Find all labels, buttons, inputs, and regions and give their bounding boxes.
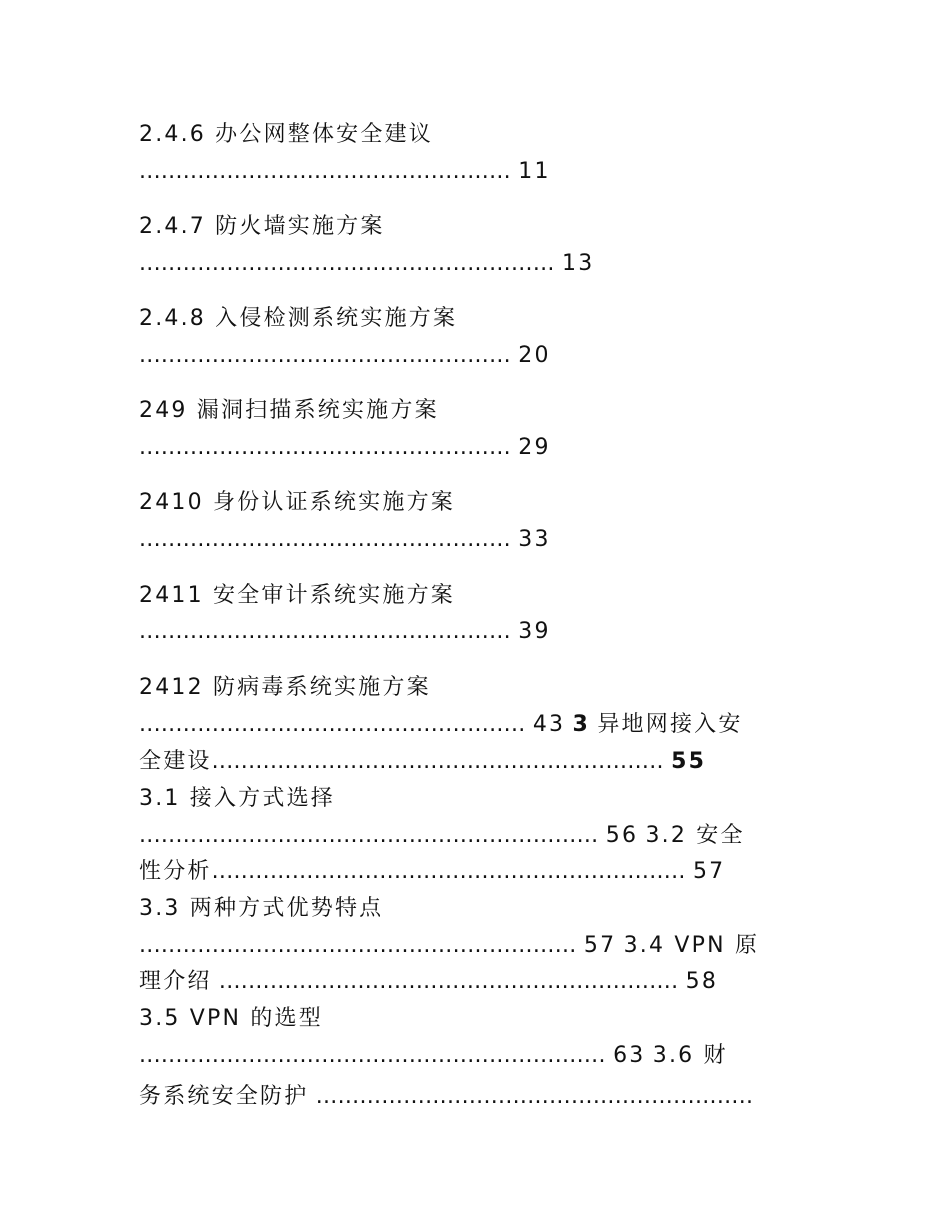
toc-leader-line xyxy=(139,158,551,186)
toc-leader-dots: ..................................................... xyxy=(139,712,526,737)
toc-leader-line xyxy=(139,618,551,646)
toc-leader-line xyxy=(139,822,745,850)
toc-page-number: 11 xyxy=(518,159,551,184)
toc-leader-line xyxy=(139,932,759,960)
toc-page-number: 57 xyxy=(692,859,726,884)
toc-leader-dots: ................................................... xyxy=(139,159,511,184)
toc-page-number: 29 xyxy=(518,435,551,460)
toc-entry-title[interactable]: 2.4.7 防火墙实施方案 xyxy=(139,214,385,239)
section-title-part[interactable]: 异地网接入安 xyxy=(597,712,743,737)
toc-page-number: 56 xyxy=(605,823,639,848)
toc-leader-line xyxy=(139,1042,728,1070)
toc-entry-title-part[interactable]: 3.6 财 xyxy=(652,1043,728,1068)
toc-leader-line xyxy=(139,250,594,278)
toc-leader-line xyxy=(139,342,551,370)
toc-leader-dots: ............................................................ xyxy=(315,1084,754,1109)
toc-entry-title[interactable]: 3.1 接入方式选择 xyxy=(139,786,335,811)
toc-leader-dots: ............................................................... xyxy=(139,823,599,848)
toc-leader-dots: ............................................................ xyxy=(139,933,577,958)
toc-leader-line xyxy=(139,748,706,776)
toc-leader-dots: ................................................... xyxy=(139,619,511,644)
toc-page-number: 20 xyxy=(518,343,551,368)
section-number: 3 xyxy=(572,712,591,737)
toc-entry-title[interactable]: 2412 防病毒系统实施方案 xyxy=(139,675,431,700)
toc-entry-title[interactable]: 2411 安全审计系统实施方案 xyxy=(139,583,455,608)
toc-leader-line xyxy=(139,526,551,554)
toc-leader-line xyxy=(139,1083,753,1111)
toc-page-number: 63 xyxy=(613,1043,646,1068)
toc-page-number: 43 xyxy=(532,712,566,737)
toc-entry-title[interactable]: 249 漏洞扫描系统实施方案 xyxy=(139,398,439,423)
toc-leader-dots: .............................................................. xyxy=(211,749,664,774)
toc-entry-title-part[interactable]: 务系统安全防护 xyxy=(139,1084,309,1109)
toc-leader-dots: ................................................... xyxy=(139,343,511,368)
toc-leader-line xyxy=(139,858,725,886)
toc-entry-title-part[interactable]: 理介绍 xyxy=(139,969,212,994)
toc-page-number: 33 xyxy=(518,527,551,552)
toc-entry-title-part[interactable]: 性分析 xyxy=(139,859,212,884)
toc-page-number: 58 xyxy=(685,969,719,994)
section-title-part[interactable]: 全建设 xyxy=(139,749,212,774)
toc-entry-title[interactable]: 3.5 VPN 的选型 xyxy=(139,1006,323,1031)
toc-leader-line xyxy=(139,711,743,739)
toc-leader-dots: ......................................................... xyxy=(139,251,555,276)
toc-entry-title-part[interactable]: 3.4 VPN 原 xyxy=(623,933,760,958)
toc-leader-line xyxy=(139,434,551,462)
toc-page-number: 57 xyxy=(583,933,617,958)
toc-leader-dots: ................................................................ xyxy=(139,1043,606,1068)
toc-entry-title[interactable]: 2.4.8 入侵检测系统实施方案 xyxy=(139,306,458,331)
toc-entry-title[interactable]: 2410 身份认证系统实施方案 xyxy=(139,490,455,515)
toc-leader-dots: ............................................................... xyxy=(218,969,679,994)
toc-leader-dots: ................................................... xyxy=(139,435,511,460)
toc-leader-dots: ................................................... xyxy=(139,527,511,552)
toc-page-number: 13 xyxy=(562,251,595,276)
toc-page-number: 55 xyxy=(671,749,707,774)
toc-leader-line xyxy=(139,968,718,996)
toc-page-number: 39 xyxy=(518,619,551,644)
toc-entry-title-part[interactable]: 3.2 安全 xyxy=(645,823,745,848)
toc-entry-title[interactable]: 3.3 两种方式优势特点 xyxy=(139,896,384,921)
toc-leader-dots: ................................................................. xyxy=(211,859,686,884)
toc-entry-title[interactable]: 2.4.6 办公网整体安全建议 xyxy=(139,122,433,147)
